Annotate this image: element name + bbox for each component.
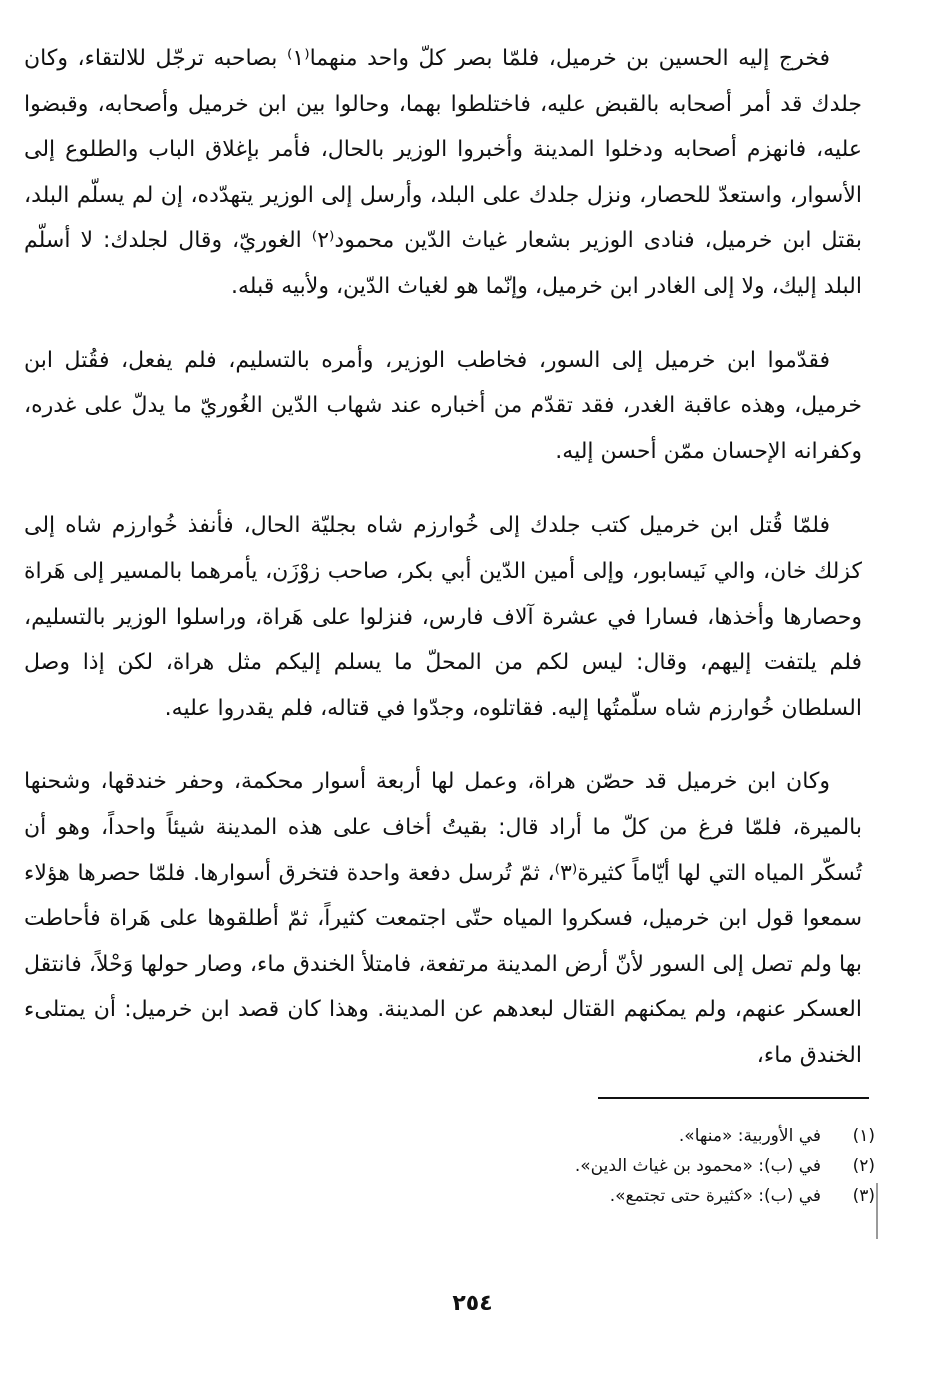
footnote-number: (٢) [852,1156,875,1176]
footnotes [275,1121,875,1211]
footnote-number: (١) [852,1126,875,1146]
paragraph-1: فخرج إليه الحسين بن خرميل، فلمّا بصر كلّ واحد منهما⁽١⁾ بصاحبه ترجّل للالتقاء، وكان جلدك قد أمر أصحابه بالقبض عليه، فاختلطوا بهما، وحالوا بين ابن خرميل وأصحابه، وقبضوا عليه، فانهزم أصحابه ودخلوا المدينة وأخبروا الوزير بالحال، فأمر بإغلاق الباب والطلوع إلى الأسوار، واستعدّ للحصار، ونزل جلدك على البلد، وأرسل إلى الوزير يتهدّده، إن لم يسلّم البلد، بقتل ابن خرميل، فنادى الوزير بشعار غياث الدّين محمود⁽٢⁾ الغوريّ، وقال لجلدك: لا أسلّم البلد إليك، ولا إلى الغادر ابن خرميل، وإنّما هو لغياث الدّين، ولأبيه قبله. [24,46,863,299]
footnote-text: في (ب): «محمود بن غياث الدين». [574,1156,821,1176]
footnote-separator [598,1097,869,1099]
main-text [24,36,862,1078]
footnote-text: في (ب): «كثيرة حتى تجتمع». [609,1186,821,1206]
scan-margin-mark [876,1183,878,1239]
footnote-item [275,1121,875,1151]
footnote-text: في الأوربية: «منها». [678,1126,821,1146]
footnote-number: (٣) [852,1186,875,1206]
paragraph-2: فقدّموا ابن خرميل إلى السور، فخاطب الوزير، وأمره بالتسليم، فلم يفعل، فقُتل ابن خرميل، وهذه عاقبة الغدر، فقد تقدّم من أخباره عند شهاب الدّين الغُوريّ ما يدلّ على غدره، وكفرانه الإحسان ممّن أحسن إليه. [24,347,862,464]
footnote-item [275,1151,875,1181]
paragraph-3: فلمّا قُتل ابن خرميل كتب جلدك إلى خُوارزم شاه بجليّة الحال، فأنفذ خُوارزم شاه إلى كزلك خان، والي نَيسابور، وإلى أمين الدّين أبي بكر، صاحب زوْزَن، يأمرهما بالمسير إلى هَراة وحصارها وأخذها، فسارا في عشرة آلاف فارس، فنزلوا على هَراة، وراسلوا الوزير بالتسليم، فلم يلتفت إليهم، وقال: ليس لكم من المحلّ ما يسلم إليكم مثل هراة، لكن إذا وصل السلطان خُوارزم شاه سلّمتُها إليه. فقاتلوه، وجدّوا في قتاله، فلم يقدروا عليه. [24,513,862,721]
page-number: ٢٥٤ [452,1291,493,1316]
paragraph-4: وكان ابن خرميل قد حصّن هراة، وعمل لها أربعة أسوار محكمة، وحفر خندقها، وشحنها بالميرة، فلمّا فرغ من كلّ ما أراد قال: بقيتُ أخاف على هذه المدينة شيئاً واحداً، وهو أن تُسكّر المياه التي لها أيّاماً كثيرة⁽٣⁾، ثمّ تُرسل دفعة واحدة فتخرق أسوارها. فلمّا حصرها هؤلاء سمعوا قول ابن خرميل، فسكروا المياه حتّى اجتمعت كثيراً، ثمّ أطلقوها على هَراة فأحاطت بها ولم تصل إلى السور لأنّ أرض المدينة مرتفعة، فامتلأ الخندق ماء، وصار حولها وَحْلاً، فانتقل العسكر عنهم، ولم يمكنهم القتال لبعدهم عن المدينة. وهذا كان قصد ابن خرميل: أن يمتلىء الخندق ماء، [24,769,862,1068]
footnote-item [275,1181,875,1211]
